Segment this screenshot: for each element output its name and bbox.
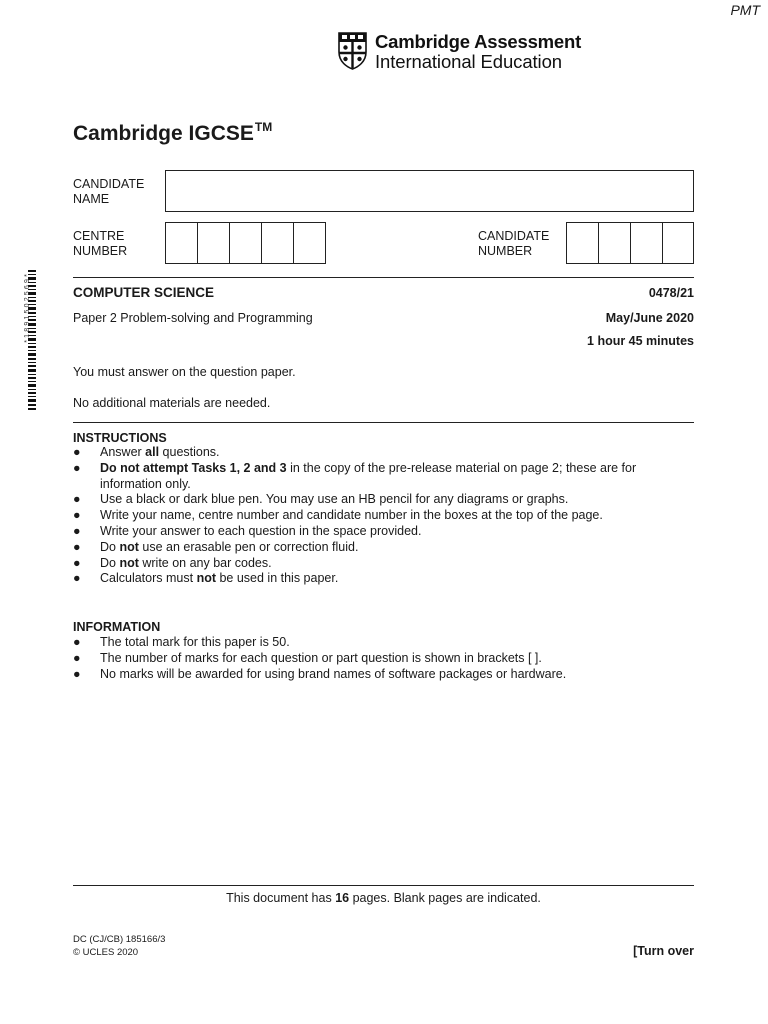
candidate-name-field[interactable] xyxy=(165,170,694,212)
list-item: ● Write your answer to each question in the space provided. xyxy=(73,523,422,538)
centre-number-cell[interactable] xyxy=(261,222,293,264)
candidate-number-label: CANDIDATE NUMBER xyxy=(478,229,550,258)
exam-session: May/June 2020 xyxy=(605,311,694,325)
list-item: ● Do not attempt Tasks 1, 2 and 3 in the copy of the pre-release material on page 2; these are for information only. xyxy=(73,460,637,491)
centre-number-cell[interactable] xyxy=(229,222,261,264)
information-heading: INFORMATION xyxy=(73,620,161,634)
bullet-icon: ● xyxy=(73,523,81,538)
bullet-icon: ● xyxy=(73,635,81,649)
list-item: ● The number of marks for each question or part question is shown in brackets [ ]. xyxy=(73,650,542,665)
bullet-icon: ● xyxy=(73,555,81,570)
pmt-mark: PMT xyxy=(730,2,760,18)
turn-over: [Turn over xyxy=(633,944,694,958)
logo-line-1: Cambridge Assessment xyxy=(375,31,582,52)
bullet-icon: ● xyxy=(73,666,81,681)
materials-note: No additional materials are needed. xyxy=(73,396,271,410)
instructions-heading: INSTRUCTIONS xyxy=(73,431,167,445)
qualification-title xyxy=(73,122,272,146)
cambridge-shield-icon xyxy=(338,32,367,70)
barcode-number: *1891502569* xyxy=(24,272,31,343)
divider xyxy=(73,885,694,886)
candidate-number-cell[interactable] xyxy=(566,222,598,264)
bullet-icon: ● xyxy=(73,508,81,523)
bullet-icon: ● xyxy=(73,650,81,665)
divider xyxy=(73,422,694,423)
bullet-icon: ● xyxy=(73,460,81,475)
bullet-icon: ● xyxy=(73,445,81,459)
candidate-number-cell[interactable] xyxy=(598,222,630,264)
exam-duration: 1 hour 45 minutes xyxy=(587,334,694,348)
candidate-number-cell[interactable] xyxy=(630,222,662,264)
trademark: TM xyxy=(254,120,273,134)
list-item: ● The total mark for this paper is 50. xyxy=(73,635,290,649)
paper-code: 0478/21 xyxy=(648,286,694,300)
page-count-note: This document has 16 pages. Blank pages are indicated. xyxy=(226,891,541,905)
candidate-name-label: CANDIDATE NAME xyxy=(73,177,145,206)
candidate-number-field[interactable] xyxy=(566,222,694,264)
subject: COMPUTER SCIENCE xyxy=(73,285,215,300)
logo-line-2: International Education xyxy=(375,51,562,72)
instructions-list xyxy=(73,445,694,587)
list-item: ● Calculators must not be used in this paper. xyxy=(73,571,339,586)
bullet-icon: ● xyxy=(73,492,81,507)
list-item: ● Do not use an erasable pen or correction fluid. xyxy=(73,539,359,554)
candidate-number-cell[interactable] xyxy=(662,222,694,264)
list-item: ● Do not write on any bar codes. xyxy=(73,555,272,570)
information-list xyxy=(73,635,694,682)
qualification-name: Cambridge IGCSE xyxy=(73,122,254,145)
centre-number-cell[interactable] xyxy=(197,222,229,264)
list-item: ● No marks will be awarded for using brand names of software packages or hardware. xyxy=(73,666,567,681)
list-item: ● Write your name, centre number and candidate number in the boxes at the top of the page. xyxy=(73,508,603,523)
centre-number-cell[interactable] xyxy=(293,222,326,264)
paper-title: Paper 2 Problem-solving and Programming xyxy=(73,311,313,325)
list-item: ● Use a black or dark blue pen. You may use an HB pencil for any diagrams or graphs. xyxy=(73,492,569,507)
cambridge-logo xyxy=(338,32,588,72)
list-item: ● Answer all questions. xyxy=(73,445,220,459)
answer-note: You must answer on the question paper. xyxy=(73,365,296,379)
bullet-icon: ● xyxy=(73,571,81,586)
centre-number-field[interactable] xyxy=(165,222,326,264)
document-reference: DC (CJ/CB) 185166/3 © UCLES 2020 xyxy=(73,934,166,958)
centre-number-label: CENTRE NUMBER xyxy=(73,229,128,258)
divider xyxy=(73,277,694,278)
bullet-icon: ● xyxy=(73,539,81,554)
centre-number-cell[interactable] xyxy=(165,222,197,264)
